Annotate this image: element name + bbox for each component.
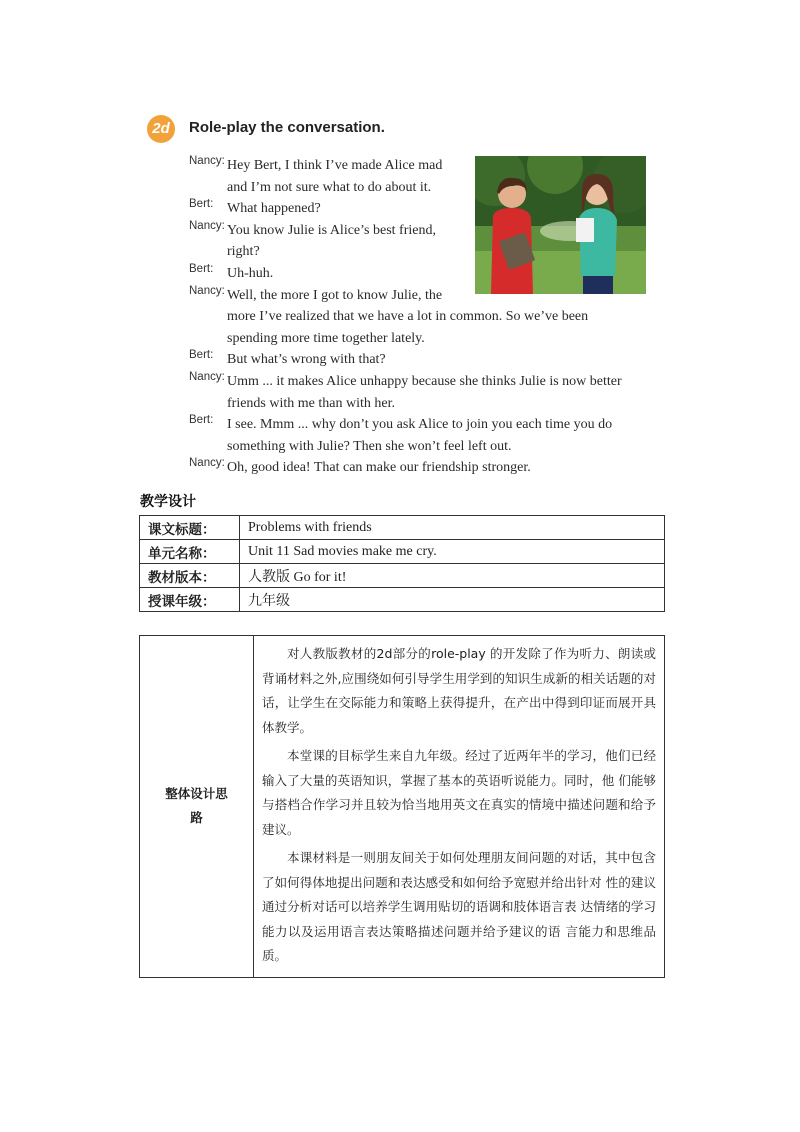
overall-design-content [254, 636, 665, 978]
speech: Well, the more I got to know Julie, the [227, 287, 443, 303]
dialogue-line [189, 371, 649, 393]
conversation-photo [475, 156, 646, 294]
info-value: Problems with friends [240, 516, 665, 540]
speech: something with Julie? Then she won’t feel left out. [227, 438, 512, 454]
speaker: Nancy: [189, 284, 225, 297]
info-value: 人教版 Go for it! [240, 564, 665, 588]
info-label: 教材版本： [140, 564, 240, 588]
speech: You know Julie is Alice’s best friend, [227, 222, 436, 238]
info-label: 授课年级： [140, 588, 240, 612]
overall-design-table [139, 635, 665, 978]
dialogue-line [189, 349, 649, 371]
dialogue-line [189, 328, 649, 350]
speaker: Nancy: [189, 370, 225, 383]
info-value: Unit 11 Sad movies make me cry. [240, 540, 665, 564]
overall-design-label [140, 636, 254, 978]
design-paragraph: 本课材料是一则朋友间关于如何处理朋友间问题的对话，其中包含了如何得体地提出问题和表达感受和如何给予宽慰并给出针对 性的建议通过分析对话可以培养学生调用贴切的语调和肢体语言表 达情绪的学习能力以及运用语言表达策略描述问题并给予建议的语 言能力和思维品质。 [262, 850, 656, 963]
label-line: 整体设计思 [165, 786, 228, 802]
teaching-design-heading: 教学设计 [140, 494, 196, 510]
speaker: Bert: [189, 198, 214, 211]
speech: But what’s wrong with that? [227, 352, 386, 368]
speaker: Nancy: [189, 155, 225, 167]
info-label: 课文标题： [140, 516, 240, 540]
speech: more I’ve realized that we have a lot in common. So we’ve been [227, 309, 589, 325]
activity-title: Role-play the conversation. [189, 119, 385, 136]
dialogue-line [189, 436, 649, 458]
dialogue-line [189, 306, 649, 328]
table-row [140, 516, 665, 540]
speaker: Bert: [189, 262, 214, 275]
speech: right? [227, 244, 260, 260]
speaker: Bert: [189, 349, 214, 362]
design-paragraph: 本堂课的目标学生来自九年级。经过了近两年半的学习，他们已经输入了大量的英语知识，掌握了基本的英语听说能力。同时，他 们能够与搭档合作学习并且较为恰当地用英文在真实的情境中描述问题和给予建议。 [262, 748, 656, 837]
table-row [140, 588, 665, 612]
dialogue-line [189, 457, 649, 479]
table-row [140, 564, 665, 588]
table-row [140, 540, 665, 564]
speaker: Nancy: [189, 219, 225, 232]
speech: Hey Bert, I think I’ve made Alice mad [227, 158, 443, 173]
speech: Uh-huh. [227, 265, 274, 281]
lesson-info-table [139, 515, 665, 612]
design-paragraph: 对人教版教材的2d部分的role-play 的开发除了作为听力、朗读或背诵材料之外,应围绕如何引导学生用学到的知识生成新的相关话题的对话，让学生在交际能力和策略上获得提升，在产出中得到印证而展开具体教学。 [262, 646, 656, 735]
speech: spending more time together lately. [227, 330, 425, 346]
label-line: 路 [190, 810, 203, 826]
speech: Umm ... it makes Alice unhappy because she thinks Julie is now better [227, 373, 622, 389]
speaker: Bert: [189, 414, 214, 427]
dialogue-line [189, 414, 649, 436]
info-label: 单元名称： [140, 540, 240, 564]
speech: What happened? [227, 201, 321, 217]
table-row [140, 636, 665, 978]
speech: Oh, good idea! That can make our friendship stronger. [227, 460, 531, 476]
speech: I see. Mmm ... why don’t you ask Alice to join you each time you do [227, 417, 613, 433]
speaker: Nancy: [189, 457, 225, 470]
activity-badge: 2d [147, 115, 175, 143]
photo-illustration [475, 156, 646, 294]
info-value: 九年级 [240, 588, 665, 612]
speech: friends with me than with her. [227, 395, 395, 411]
dialogue-line [189, 393, 649, 415]
speech: and I’m not sure what to do about it. [227, 179, 432, 195]
